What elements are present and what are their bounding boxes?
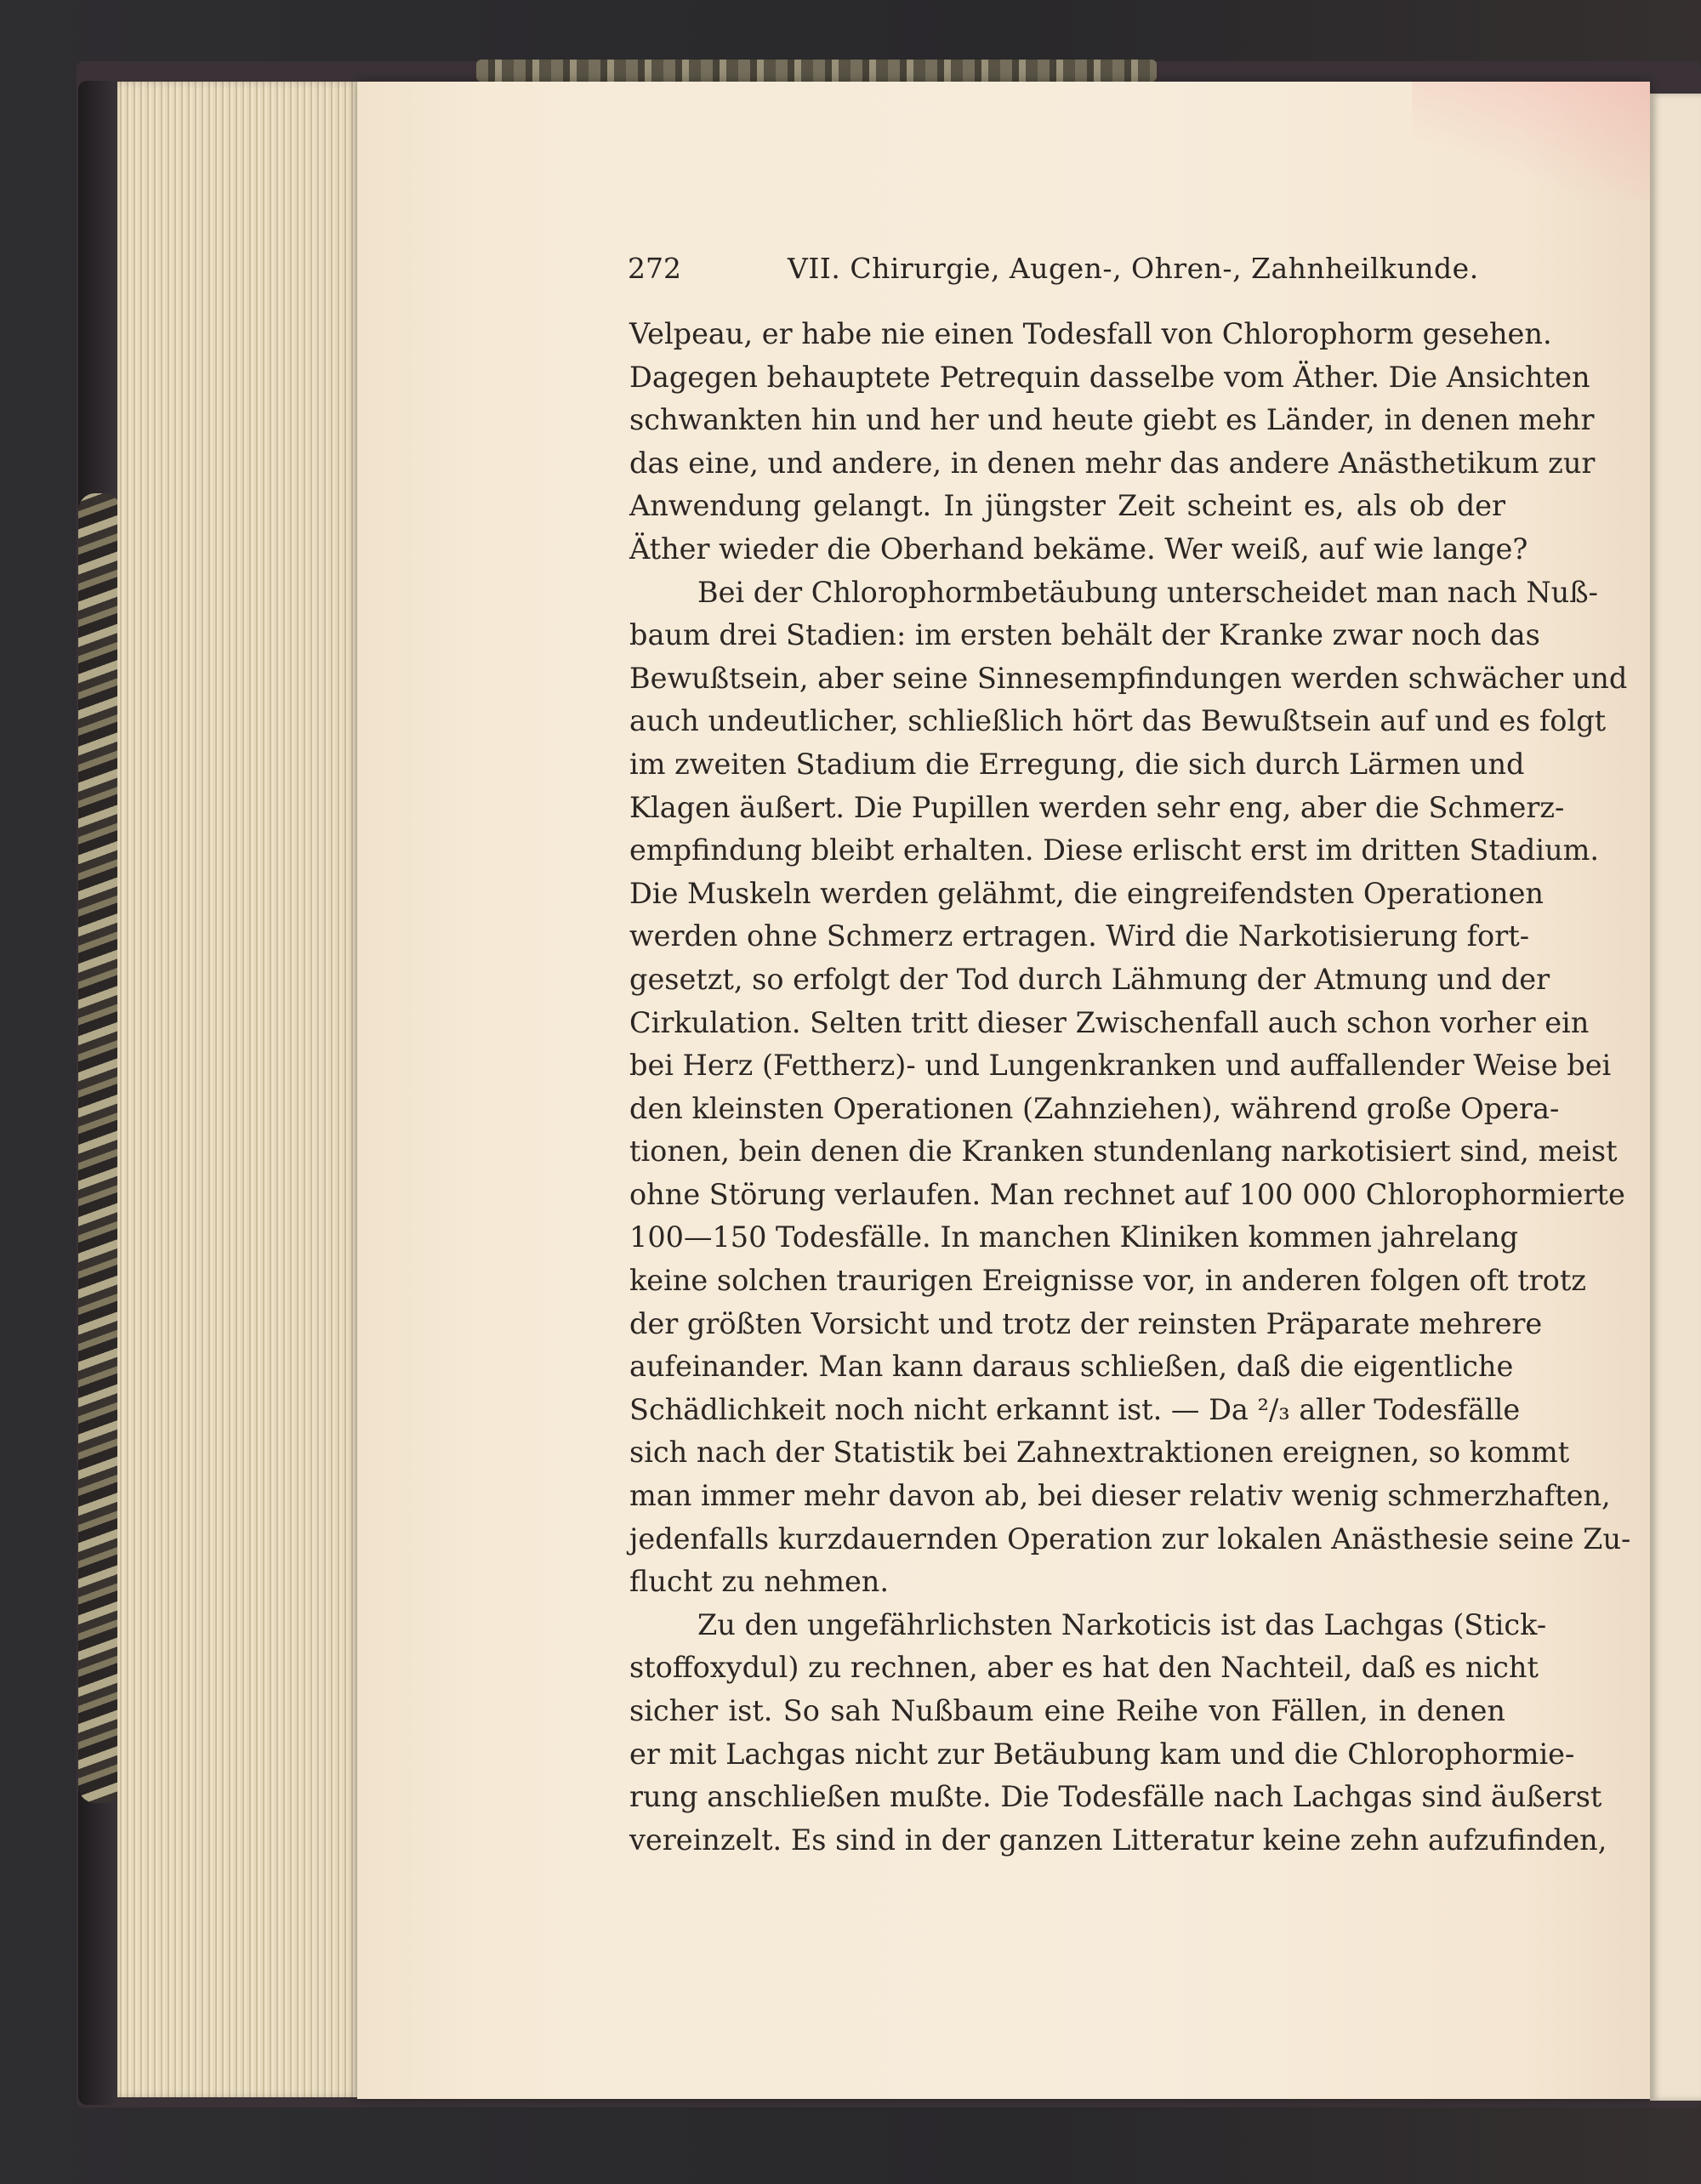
text-line: Anwendung gelangt. In jüngster Zeit scheint es, als ob der [629, 489, 1505, 523]
text-line: jedenfalls kurzdauernden Operation zur lokalen Anästhesie seine Zu- [629, 1521, 1631, 1556]
text-line: sicher ist. So sah Nußbaum eine Reihe von Fällen, in denen [629, 1694, 1505, 1727]
text-line: auch undeutlicher, schließlich hört das Bewußtsein auf und es folgt [629, 704, 1607, 738]
text-line: vereinzelt. Es sind in der ganzen Litteratur keine zehn aufzufinden, [629, 1823, 1607, 1857]
text-line: sich nach der Statistik bei Zahnextraktionen ereignen, so kommt [629, 1436, 1570, 1470]
running-header [628, 245, 1479, 293]
text-line: Die Muskeln werden gelähmt, die eingreifendsten Operationen [629, 876, 1544, 910]
text-line: Schädlichkeit noch nicht erkannt ist. — Da ²/₃ aller Todesfälle [629, 1392, 1521, 1426]
text-line: empfindung bleibt erhalten. Diese erlischt erst im dritten Stadium. [629, 833, 1600, 867]
body-text [629, 313, 1631, 1862]
text-line: gesetzt, so erfolgt der Tod durch Lähmung der Atmung und der [629, 962, 1550, 996]
text-line: schwankten hin und her und heute giebt es Länder, in denen mehr [629, 403, 1595, 437]
text-line: Äther wieder die Oberhand bekäme. Wer weiß, auf wie lange? [629, 532, 1528, 566]
text-line: Zu den ungefährlichsten Narkoticis ist das Lachgas (Stick- [697, 1607, 1547, 1641]
text-line: keine solchen traurigen Ereignisse vor, in anderen folgen oft trotz [629, 1264, 1586, 1298]
text-line: Bei der Chlorophormbetäubung unterscheidet man nach Nuß- [697, 575, 1598, 609]
text-line: Klagen äußert. Die Pupillen werden sehr eng, aber die Schmerz- [629, 790, 1565, 824]
page-discoloration [1412, 82, 1650, 201]
text-line: man immer mehr davon ab, bei dieser relativ wenig schmerzhaften, [629, 1479, 1611, 1513]
text-line: das eine, und andere, in denen mehr das andere Anästhetikum zur [629, 446, 1596, 480]
marbled-endpaper [78, 493, 121, 1803]
text-line: tionen, bein denen die Kranken stundenlang narkotisiert sind, meist [629, 1135, 1618, 1169]
marbled-top-edge [476, 60, 1157, 82]
text-line: baum drei Stadien: im ersten behält der Kranke zwar noch das [629, 618, 1540, 652]
text-line: den kleinsten Operationen (Zahnziehen), während große Opera- [629, 1091, 1560, 1125]
text-line: er mit Lachgas nicht zur Betäubung kam und die Chlorophormie- [629, 1737, 1575, 1771]
facing-page-edge [1650, 94, 1701, 2101]
text-line: aufeinander. Man kann daraus schließen, daß die eigentliche [629, 1350, 1514, 1384]
text-line: der größten Vorsicht und trotz der reinsten Präparate mehrere [629, 1306, 1543, 1340]
page-number: 272 [628, 252, 681, 285]
text-line: werden ohne Schmerz ertragen. Wird die Narkotisierung fort- [629, 919, 1530, 953]
page-stack-edge [117, 82, 364, 2097]
text-line: flucht zu nehmen. [629, 1565, 890, 1599]
text-line: stoffoxydul) zu rechnen, aber es hat den Nachteil, daß es nicht [629, 1651, 1539, 1685]
text-line: Bewußtsein, aber seine Sinnesempfindungen werden schwächer und [629, 661, 1628, 695]
text-line: Dagegen behauptete Petrequin dasselbe vom Äther. Die Ansichten [629, 360, 1590, 394]
text-line: im zweiten Stadium die Erregung, die sich durch Lärmen und [629, 747, 1525, 781]
text-line: bei Herz (Fettherz)- und Lungenkranken und auffallender Weise bei [629, 1049, 1612, 1083]
text-line: rung anschließen mußte. Die Todesfälle nach Lachgas sind äußerst [629, 1780, 1602, 1814]
chapter-title: VII. Chirurgie, Augen-, Ohren-, Zahnheilkunde. [788, 252, 1479, 285]
text-line: 100—150 Todesfälle. In manchen Kliniken kommen jahrelang [629, 1220, 1519, 1254]
text-line: Velpeau, er habe nie einen Todesfall von Chlorophorm gesehen. [629, 317, 1552, 350]
text-line: ohne Störung verlaufen. Man rechnet auf 100 000 Chlorophormierte [629, 1177, 1625, 1211]
text-line: Cirkulation. Selten tritt dieser Zwischenfall auch schon vorher ein [629, 1005, 1590, 1039]
